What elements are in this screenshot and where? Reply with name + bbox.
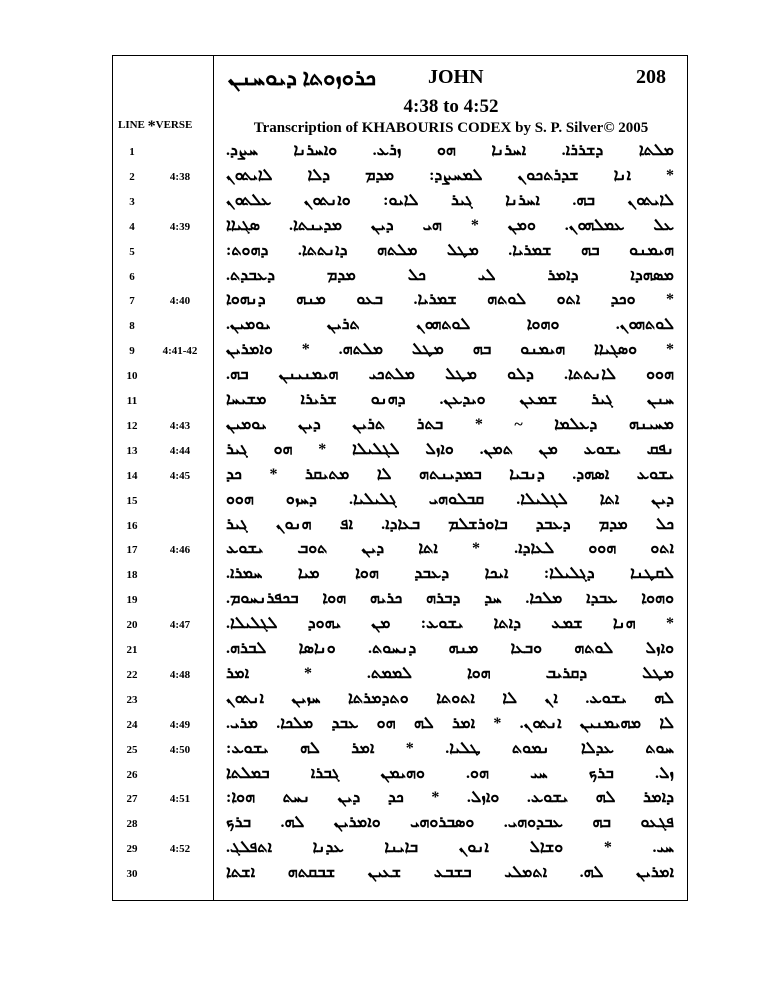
syriac-text-line: ܗܘܘ ܠܐܢܬܬܐ. ܕܠܘ ܡܛܠ ܡܠܬܟܝ ܗܝܡܢܝܢܢ ܒܗ. [226,366,674,384]
line-number: 27 [126,793,138,806]
syriac-text-line: * ܐܢܐ ܫܕܪܬܟܘܢ ܠܡܚܨܕ: ܡܕܡ ܕܠܐ ܠܐܝܬܘܢ [226,166,674,184]
line-number: 26 [126,768,138,781]
line-number: 4 [129,220,135,233]
syriac-text-line: ܘܗܘܐ ܥܒܕܐ ܡܠܟܐ. ܚܕ ܕܒܪܗ ܟܪܝܗ ܗܘܐ ܒܟܦܪܢܚܘܡ. [226,590,674,608]
line-number: 1 [129,146,135,158]
line-number: 10 [126,370,138,383]
line-number: 23 [126,693,138,706]
syriac-text-line: ܙܠ. ܒܪܟ ܚܝ ܗܘ. ܘܗܝܡܢ ܓܒܪܐ ܒܡܠܬܐ [226,764,674,782]
line-number: 16 [126,519,138,532]
verse-number: 4:46 [169,544,191,557]
line-number: 22 [126,668,138,681]
syriac-text-line: ܝܫܘܥ ܐܣܗܕ. ܕܢܒܝܐ ܒܡܕܝܢܬܗ ܠܐ ܡܬܝܩܪ * ܟܕ [226,465,674,483]
syriac-text-line: * ܗܢܐ ܫܡܥ ܕܐܬܐ ܝܫܘܥ: ܡܢ ܝܗܘܕ ܠܓܠܝܠܐ. [226,615,674,633]
line-number: 24 [126,718,138,731]
syriac-text-line: ܡܠܬܐ ܕܫܪܪܐ. ܐܚܪܢܐ ܗܘ ܙܪܥ. ܘܐܚܪܢܐ ܚܨܕ. [226,142,674,159]
syriac-text-line: ܘܐܙܠ ܠܘܬܗ ܘܒܥܐ ܡܢܗ ܕܢܚܘܬ. ܘܢܐܣܐ ܠܒܪܗ. [226,640,674,657]
syriac-text-line: ܟܠ ܡܕܡ ܕܥܒܕ ܒܐܘܪܫܠܡ ܒܥܐܕܐ. ܐܦ ܗܢܘܢ ܓܝܪ [226,515,674,533]
verse-number: 4:38 [169,170,191,183]
line-number: 18 [126,569,138,582]
syriac-text-line: ܠܐܝܬܘܢ ܒܗ. ܐܚܪܢܐ ܓܝܪ ܠܐܝܘ: ܘܐܢܬܘܢ ܥܠܬܘܢ [226,191,674,209]
verse-number: 4:47 [169,619,191,632]
column-divider [213,55,214,901]
line-number: 30 [126,868,138,881]
line-number: 3 [129,195,135,208]
line-number: 9 [129,345,135,358]
line-number: 12 [126,419,138,432]
syriac-text-line: ܠܩܛܢܐ ܕܓܠܝܠܐ: ܐܝܟܐ ܕܥܒܕ ܗܘܐ ܡܝܐ ܚܡܪܐ. [226,565,674,583]
verse-number: 4:44 [169,444,191,457]
syriac-title: ܟܪܘܙܘܬܐ ܕܝܘܚܢܢ [228,65,377,90]
syriac-text-line: * ܘܟܕ ܐܬܘ ܠܘܬܗ ܫܡܪܝܐ. ܒܥܘ ܡܢܗ ܕܢܗܘܐ [226,291,674,309]
line-number: 6 [129,270,135,283]
syriac-text-line: ܕܝܢ ܐܬܐ ܠܓܠܝܠܐ. ܩܒܠܘܗܝ ܓܠܝܠܝܐ. ܕܚܙܘ ܗܘܘ [226,490,674,508]
syriac-text-line: ܕܐܡܪ ܠܗ ܝܫܘܥ. ܘܐܙܠ. * ܟܕ ܕܝܢ ܢܚܬ ܗܘܐ: [226,789,674,807]
syriac-text-line: ܡܣܗܕܐ ܕܐܡܪ ܠܝ ܟܠ ܡܕܡ ܕܥܒܕܬ. [226,266,674,284]
star-marker: * [147,118,156,135]
syriac-text-line: ܠܗ ܝܫܘܥ. ܐܢ ܠܐ ܐܬܘܬܐ ܘܬܕܡܪܬܐ ܚܙܝܢ ܐܢܬܘܢ [226,689,674,707]
syriac-text-line: ܠܘܬܗܘܢ. ܘܗܘܐ ܠܘܬܗܘܢ ܬܪܝܢ ܝܘܡܝܢ. [226,316,674,334]
line-column-label: LINE [118,119,145,131]
column-header [118,115,192,133]
line-number: 17 [126,544,138,557]
verse-number: 4:43 [169,419,191,432]
verse-number: 4:39 [169,220,191,233]
syriac-text-line: * ܘܣܓܝܐܐ ܗܝܡܢܘ ܒܗ ܡܛܠ ܡܠܬܗ. * ܘܐܡܪܝܢ [226,341,674,359]
syriac-text-line: ܡܛܠ ܕܩܪܝܒ ܗܘܐ ܠܡܡܬ. * ܐܡܪ [226,664,674,682]
transcription-credit: Transcription of KHABOURIS CODEX by S. P. Silver© 2005 [253,120,649,136]
line-number: 28 [126,818,138,831]
line-number: 13 [126,444,138,457]
syriac-text-line: ܐܡܪܝܢ ܠܗ. ܐܬܡܠܝ ܒܫܒܥ ܫܥܝܢ ܫܒܩܬܗ ܐܫܬܐ [226,864,674,882]
verse-number: 4:48 [169,668,191,681]
verse-number: 4:50 [169,743,191,756]
line-number: 5 [129,245,135,258]
line-number: 2 [129,170,135,183]
syriac-text-line: ܐܬܘ ܗܘܘ ܠܥܐܕܐ. * ܐܬܐ ܕܝܢ ܬܘܒ ܝܫܘܥ [226,540,674,558]
line-number: 19 [126,594,138,607]
syriac-text-line: ܚܢܢ ܓܝܪ ܫܡܥܢ ܘܝܕܥܢ. ܕܗܢܘ ܫܪܝܪܐ ܡܫܝܚܐ [226,391,674,408]
syriac-text-line: ܡܚܝܢܗ ܕܥܠܡܐ ~ * ܒܬܪ ܬܪܝܢ ܕܝܢ ܝܘܡܝܢ [226,415,674,433]
syriac-text-line: ܗܝܡܢܘ ܒܗ ܫܡܪܝܐ. ܡܛܠ ܡܠܬܗ ܕܐܢܬܬܐ. ܕܗܘܬ: [226,241,674,259]
line-number: 8 [129,320,135,333]
verse-range: 4:38 to 4:52 [403,96,499,117]
english-title: JOHN [428,66,484,88]
line-number: 15 [126,494,138,507]
syriac-text-line: ܠܐ ܡܗܝܡܢܝܢ ܐܢܬܘܢ. * ܐܡܪ ܠܗ ܗܘ ܥܒܕ ܡܠܟܐ. ܡܪܝ. [226,714,674,732]
syriac-text-line: ܢܦܩ ܝܫܘܥ ܡܢ ܬܡܢ. ܘܐܙܠ ܠܓܠܝܠܐ * ܗܘ ܓܝܪ [226,440,674,458]
line-number: 25 [126,743,138,756]
verse-column-label: VERSE [155,119,193,131]
line-number: 14 [126,469,138,482]
line-number: 7 [129,295,135,308]
line-number: 29 [126,843,138,856]
verse-number: 4:45 [169,469,191,482]
line-number: 11 [126,395,138,407]
verse-number: 4:52 [169,843,191,856]
verse-number: 4:49 [169,718,191,731]
verse-number: 4:51 [169,793,191,806]
verse-number: 4:40 [169,295,191,308]
verse-number: 4:41-42 [162,345,198,358]
syriac-text-line: ܚܝ. * ܘܫܐܠ ܐܢܘܢ ܒܐܝܢܐ ܥܕܢܐ ܐܬܦܠܓ. [226,839,674,857]
syriac-text-line: ܥܠ ܥܡܠܗܘܢ. ܘܡܢ * ܗܝ ܕܝܢ ܡܕܝܢܬܐ. ܣܓܝܐܐ [226,216,674,234]
syriac-text-line: ܦܓܥܘ ܒܗ ܥܒܕܘܗܝ. ܘܣܒܪܘܗܝ ܘܐܡܪܝܢ ܠܗ. ܒܪܟ [226,814,674,832]
page-number: 208 [636,66,666,88]
line-number: 21 [126,644,138,656]
syriac-text-line: ܚܘܬ ܥܕܠܐ ܢܡܘܬ ܛܠܝܐ. * ܐܡܪ ܠܗ ܝܫܘܥ: [226,739,674,757]
line-number: 20 [126,619,138,632]
